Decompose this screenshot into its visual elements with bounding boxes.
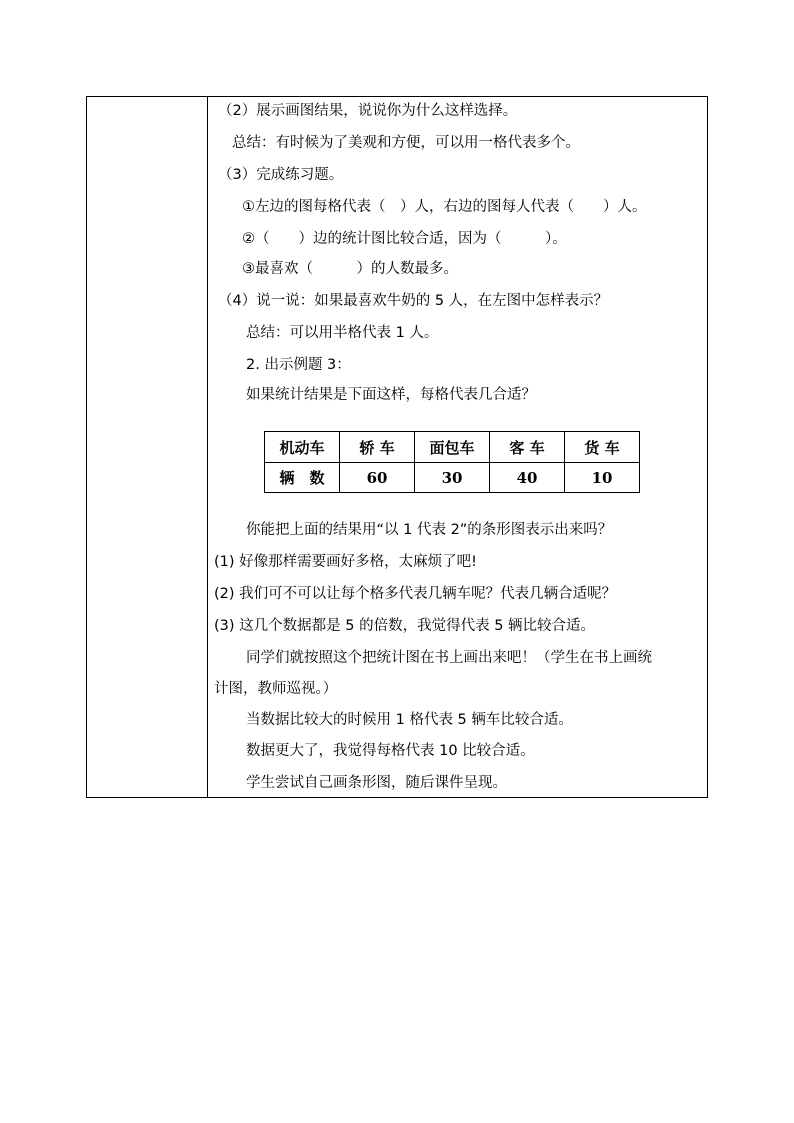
text-line-15: 同学们就按照这个把统计图在书上画出来吧！（学生在书上画统: [246, 650, 652, 666]
table-cell: 30: [415, 463, 490, 493]
table-row-label: 辆 数: [265, 463, 340, 493]
table-header-row: [265, 432, 640, 463]
table-cell: 10: [565, 463, 640, 493]
text-line-2: 总结：有时候为了美观和方便，可以用一格代表多个。: [232, 135, 580, 151]
text-line-18: 数据更大了，我觉得每格代表 10 比较合适。: [246, 743, 535, 759]
table-row: [265, 463, 640, 493]
text-line-5: ②（ ）边的统计图比较合适，因为（ ）。: [242, 231, 567, 247]
text-line-14: (3) 这几个数据都是 5 的倍数，我觉得代表 5 辆比较合适。: [214, 618, 596, 634]
text-line-12: (1) 好像那样需要画好多格，太麻烦了吧!: [214, 554, 477, 570]
table-cell: 40: [490, 463, 565, 493]
table-cell: 60: [340, 463, 415, 493]
text-line-11: 你能把上面的结果用“以 1 代表 2”的条形图表示出来吗？: [246, 522, 613, 538]
text-line-9: 2. 出示例题 3：: [246, 357, 351, 373]
table-header-cell: 客 车: [490, 432, 565, 463]
text-line-17: 当数据比较大的时候用 1 格代表 5 辆车比较合适。: [246, 712, 573, 728]
column-divider: [207, 97, 208, 797]
table-header-cell: 轿 车: [340, 432, 415, 463]
text-line-3: （3）完成练习题。: [218, 167, 344, 183]
text-line-10: 如果统计结果是下面这样，每格代表几合适？: [246, 387, 536, 403]
text-line-16: 计图，教师巡视。）: [214, 681, 338, 697]
text-line-1: （2）展示画图结果，说说你为什么这样选择。: [218, 103, 518, 119]
table-header-cell: 面包车: [415, 432, 490, 463]
text-line-7: （4）说一说：如果最喜欢牛奶的 5 人，在左图中怎样表示？: [218, 293, 609, 309]
text-line-13: (2) 我们可不可以让每个格多代表几辆车呢？代表几辆合适呢？: [214, 586, 617, 602]
text-line-6: ③最喜欢（ ）的人数最多。: [242, 261, 458, 277]
text-line-19: 学生尝试自己画条形图，随后课件呈现。: [246, 775, 507, 791]
vehicle-count-table: [264, 431, 640, 493]
text-line-8: 总结：可以用半格代表 1 人。: [246, 325, 439, 341]
table-header-cell: 货 车: [565, 432, 640, 463]
text-line-4: ①左边的图每格代表（ ）人，右边的图每人代表（ ）人。: [242, 199, 647, 215]
table-header-cell: 机动车: [265, 432, 340, 463]
